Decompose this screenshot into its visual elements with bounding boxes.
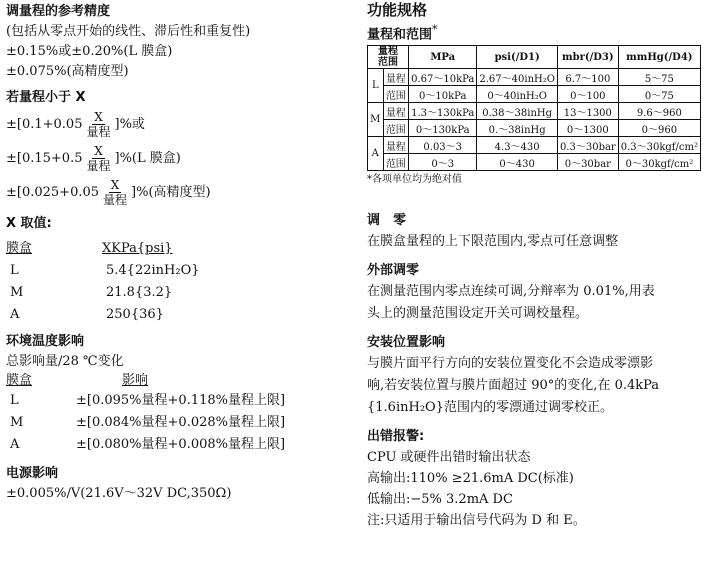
table-header-cell: psi(/D1) — [477, 46, 558, 69]
temp-row-value: ±[0.084%量程+0.028%量程上限] — [76, 415, 286, 430]
small-range-title: 若量程小于 X — [6, 90, 86, 105]
accuracy-title: 调量程的参考精度 — [6, 4, 111, 19]
x-row — [6, 304, 356, 326]
formula-3 — [6, 176, 356, 210]
fraction-numerator: X — [94, 110, 103, 124]
table-cell: 0～130kPa — [409, 120, 477, 137]
fraction-denominator: 量程 — [86, 159, 111, 173]
temp-row-capsule: A — [10, 437, 20, 452]
table-cell: 0.67～10kPa — [409, 69, 477, 86]
mount-text-3: {1.6inH₂O}范围内的零漂通过调零校正。 — [367, 400, 613, 416]
table-cell: 0～1300 — [557, 120, 618, 137]
table-cell: 0～960 — [618, 120, 700, 137]
table-key-cell: 量程 — [383, 103, 409, 120]
table-cell: 0～430 — [477, 154, 558, 171]
table-cell: 5～75 — [618, 69, 700, 86]
table-key-cell: 量程 — [383, 69, 409, 86]
fraction-numerator: X — [110, 178, 120, 192]
temp-table-header — [6, 372, 356, 390]
range-star: * — [432, 23, 438, 36]
x-table-header — [6, 238, 356, 260]
x-row — [6, 260, 356, 282]
table-key-cell: 范围 — [383, 86, 409, 103]
table-cell: 13～1300 — [557, 103, 618, 120]
range-table — [367, 45, 701, 171]
table-cell: 0.3～30bar — [557, 137, 618, 154]
accuracy-line-2: ±0.075%(高精度型) — [6, 64, 129, 79]
x-row-value: 21.8{3.2} — [106, 285, 173, 300]
table-cell: 0～30bar — [557, 154, 618, 171]
power-text: ±0.005%/V(21.6V～32V DC,350Ω) — [6, 486, 232, 501]
zero-title: 调 零 — [367, 213, 407, 229]
table-row — [368, 154, 701, 171]
right-column — [367, 0, 701, 531]
ext-zero-text-2: 头上的测量范围设定开关可调校量程。 — [367, 306, 589, 322]
temp-row-capsule: L — [10, 393, 19, 408]
table-row — [368, 69, 701, 86]
formula-3-suffix: ]%(高精度型) — [131, 185, 211, 200]
table-cell: 2.67～40inH₂O — [477, 69, 558, 86]
formula-3-prefix: ±[0.025+0.05 — [6, 185, 100, 200]
func-title: 功能规格 — [367, 1, 428, 19]
error-line: 低输出:−5% 3.2mA DC — [367, 492, 513, 508]
table-row — [368, 86, 701, 103]
zero-text: 在膜盒量程的上下限范围内,零点可任意调整 — [367, 234, 619, 250]
mount-text-2: 响,若安装位置与膜片面超过 90°的变化,在 0.4kPa — [367, 378, 660, 394]
error-line: 高输出:110% ≥21.6mA DC(标准) — [367, 471, 574, 487]
x-row-capsule: A — [10, 307, 20, 322]
table-group-cell: M — [368, 103, 384, 137]
table-key-cell: 范围 — [383, 154, 409, 171]
x-row — [6, 282, 356, 304]
error-line: 注:只适用于输出信号代码为 D 和 E。 — [367, 513, 586, 529]
temp-row-capsule: M — [10, 415, 24, 430]
formula-1-fraction — [84, 110, 112, 139]
table-cell: 4.3～430 — [477, 137, 558, 154]
table-cell: 0.38～38inHg — [477, 103, 558, 120]
table-row — [368, 120, 701, 137]
formula-2-fraction — [84, 144, 112, 173]
temp-title: 环境温度影响 — [6, 334, 85, 349]
accuracy-line-1: ±0.15%或±0.20%(L 膜盒) — [6, 44, 173, 59]
table-header-cell: mbr(/D3) — [557, 46, 618, 69]
formula-1-prefix: ±[0.1+0.05 — [6, 117, 83, 132]
temp-row-value: ±[0.095%量程+0.118%量程上限] — [76, 393, 286, 408]
table-header-cell: 量程 范围 — [368, 46, 409, 69]
mount-title: 安装位置影响 — [367, 335, 446, 351]
x-header-capsule: 膜盒 — [6, 241, 33, 256]
range-title: 量程和范围 — [367, 27, 433, 43]
temp-header-effect: 影响 — [122, 373, 149, 388]
x-row-capsule: M — [10, 285, 24, 300]
fraction-denominator: 量程 — [86, 125, 111, 139]
ext-zero-title: 外部调零 — [367, 263, 420, 279]
table-cell: 0～10kPa — [409, 86, 477, 103]
error-line: CPU 或硬件出错时输出状态 — [367, 450, 531, 466]
range-table-header — [368, 46, 701, 69]
temp-row — [6, 434, 356, 456]
temp-row — [6, 390, 356, 412]
x-row-value: 5.4{22inH₂O} — [106, 263, 200, 278]
table-cell: 0.～38inHg — [477, 120, 558, 137]
table-group-cell: A — [368, 137, 384, 171]
table-cell: 0～100 — [557, 86, 618, 103]
error-title: 出错报警: — [367, 429, 425, 445]
table-cell: 6.7～100 — [557, 69, 618, 86]
power-title: 电源影响 — [6, 466, 59, 481]
table-header-cell: mmHg(/D4) — [618, 46, 700, 69]
formula-1-suffix: ]%或 — [114, 117, 145, 132]
x-row-value: 250{36} — [106, 307, 164, 322]
ext-zero-text-1: 在测量范围内零点连续可调,分辩率为 0.01%,用表 — [367, 284, 655, 300]
temp-row-value: ±[0.080%量程+0.008%量程上限] — [76, 437, 286, 452]
x-header-value: XKPa{psi} — [102, 241, 173, 256]
table-cell: 0.3～30kgf/cm² — [618, 137, 700, 154]
table-note: *各项单位均为绝对值 — [367, 174, 462, 186]
mount-text-1: 与膜片面平行方向的安装位置变化不会造成零漂影 — [367, 356, 654, 372]
left-column — [6, 0, 356, 504]
table-cell: 0～40inH₂O — [477, 86, 558, 103]
table-cell: 0～3 — [409, 154, 477, 171]
temp-row — [6, 412, 356, 434]
x-row-capsule: L — [10, 263, 19, 278]
formula-2-prefix: ±[0.15+0.5 — [6, 151, 83, 166]
formula-3-fraction — [101, 178, 129, 207]
formula-2 — [6, 142, 356, 176]
fraction-denominator: 量程 — [103, 193, 128, 207]
table-cell: 0～75 — [618, 86, 700, 103]
table-key-cell: 范围 — [383, 120, 409, 137]
accuracy-subtitle: (包括从零点开始的线性、滞后性和重复性) — [6, 24, 251, 39]
table-header-cell: MPa — [409, 46, 477, 69]
x-value-title: X 取值: — [6, 216, 52, 231]
table-cell: 0～30kgf/cm² — [618, 154, 700, 171]
temp-subtitle: 总影响量/28 ℃变化 — [6, 354, 124, 369]
table-cell: 0.03～3 — [409, 137, 477, 154]
table-row — [368, 103, 701, 120]
table-group-cell: L — [368, 69, 384, 103]
table-row — [368, 137, 701, 154]
temp-header-capsule: 膜盒 — [6, 373, 33, 388]
range-title-line — [367, 20, 701, 45]
formula-2-suffix: ]%(L 膜盒) — [114, 151, 181, 166]
table-key-cell: 量程 — [383, 137, 409, 154]
formula-1 — [6, 108, 356, 142]
table-cell: 9.6～960 — [618, 103, 700, 120]
table-cell: 1.3～130kPa — [409, 103, 477, 120]
fraction-numerator: X — [94, 144, 103, 158]
